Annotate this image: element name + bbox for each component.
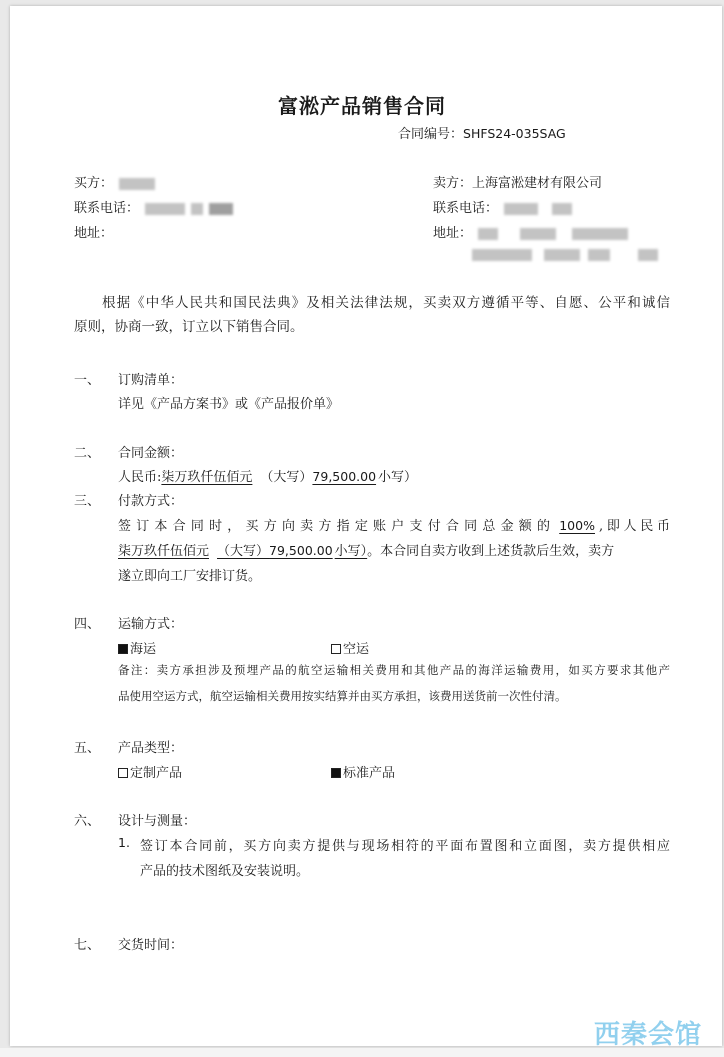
redacted-seller-address-3 [572,228,628,240]
redacted-seller-phone-2 [552,203,572,215]
buyer-phone-label: 联系电话： [74,201,140,216]
document-title: 富淞产品销售合同 [278,94,446,118]
seller-address-row-2 [472,247,658,262]
buyer-label: 买方： [74,176,114,191]
section-6-number: 六、 [74,814,101,829]
redacted-seller-address-6 [588,249,610,261]
option-custom-label: 定制产品 [130,766,183,781]
unchecked-box-icon [118,768,128,778]
rmb-label: 人民币: [118,470,162,485]
redacted-seller-address-2 [520,228,556,240]
contract-number [398,123,566,142]
redacted-seller-phone-1 [504,203,538,215]
section-3-heading: 付款方式： [118,494,184,509]
payment-effective-text: 。本合同自卖方收到上述货款后生效，卖方 [367,544,615,559]
checked-box-icon [118,644,128,654]
amount-words-note: （大写） [260,470,313,485]
amount-in-figures: 79,500.00 [312,469,377,484]
seller-address-row [433,222,628,241]
site-watermark: 西秦会馆 [594,1020,703,1050]
contract-number-value: SHFS24-035SAG [463,126,566,141]
option-standard-label: 标准产品 [343,766,396,781]
section-4-number: 四、 [74,617,101,632]
redacted-seller-address-5 [544,249,580,261]
payment-amount-figures: 79,500.00 [269,543,333,558]
section-6-item-number: 1. [118,835,130,850]
shipping-note-line-1: 备注：卖方承担涉及预埋产品的航空运输相关费用和其他产品的海洋运输费用，如买方要求其他产 [118,663,670,677]
shipping-note-line-2: 品使用空运方式，航空运输相关费用按实结算并由买方承担，该费用送货前一次性付清。 [118,689,567,703]
amount-in-words: 柒万玖仟伍佰元 [161,470,253,485]
buyer-name-row [74,172,155,191]
amount-figures-note: 小写） [378,470,418,485]
section-5-heading: 产品类型： [118,741,184,756]
payment-text-a: 签订本合同时，买方向卖方指定账户支付合同总金额的 [118,519,556,534]
contract-number-label: 合同编号： [398,127,464,142]
section-6-item-line-2: 产品的技术图纸及安装说明。 [140,864,310,879]
section-2-heading: 合同金额： [118,446,184,461]
section-2-number: 二、 [74,446,101,461]
preamble-line-1: 根据《中华人民共和国民法典》及相关法律法规，买卖双方遵循平等、自愿、公平和诚信 [102,295,670,311]
seller-phone-label: 联系电话： [433,201,499,216]
redacted-buyer-phone-1 [145,203,185,215]
redacted-seller-address-7 [638,249,658,261]
option-air-label: 空运 [343,642,370,657]
seller-name-row [433,172,602,191]
preamble-line-2: 原则，协商一致，订立以下销售合同。 [74,319,304,335]
section-1-heading: 订购清单： [118,373,184,388]
payment-words-note: （大写） [217,544,270,559]
buyer-address-label: 地址： [74,226,114,241]
section-3-number: 三、 [74,494,101,509]
payment-line-3: 遂立即向工厂安排订货。 [118,569,262,584]
option-custom-product [118,762,182,781]
payment-amount-words: 柒万玖仟伍佰元 [118,544,210,559]
section-6-heading: 设计与测量： [118,814,197,829]
payment-percent: 100% [559,518,595,533]
section-7-heading: 交货时间： [118,938,184,953]
redacted-seller-address-4 [472,249,532,261]
redacted-buyer-phone-3 [209,203,233,215]
contract-amount-line [118,466,417,485]
option-standard-product [331,762,395,781]
payment-line-2 [118,540,614,559]
section-5-number: 五、 [74,741,101,756]
option-sea-freight [118,638,156,657]
section-6-item-line-1: 签订本合同前，买方向卖方提供与现场相符的平面布置图和立面图，卖方提供相应 [140,839,670,854]
seller-label: 卖方： [433,176,473,191]
section-4-heading: 运输方式： [118,617,184,632]
section-1-number: 一、 [74,373,101,388]
payment-text-b: ,即人民币 [598,519,670,534]
section-7-number: 七、 [74,938,101,953]
redacted-buyer-name [119,178,155,190]
unchecked-box-icon [331,644,341,654]
payment-figures-note: 小写） [334,544,368,559]
redacted-seller-address-1 [478,228,498,240]
seller-address-label: 地址： [433,226,473,241]
option-air-freight [331,638,369,657]
checked-box-icon [331,768,341,778]
buyer-address-row [74,222,113,241]
seller-phone-row [433,197,572,216]
section-1-body: 详见《产品方案书》或《产品报价单》 [118,397,340,412]
seller-name: 上海富淞建材有限公司 [472,176,603,191]
redacted-buyer-phone-2 [191,203,203,215]
payment-line-1 [118,515,670,534]
buyer-phone-row [74,197,233,216]
option-sea-label: 海运 [130,642,157,657]
